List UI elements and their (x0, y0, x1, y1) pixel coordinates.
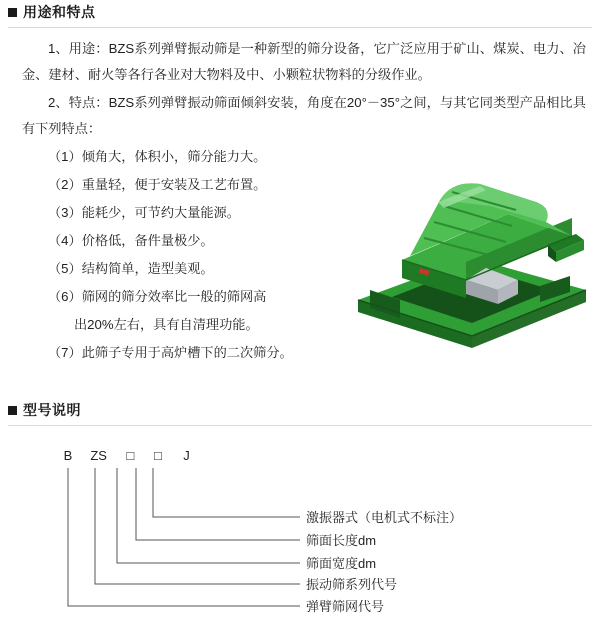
feature-list (48, 143, 348, 367)
section-title-model: 型号说明 (23, 402, 81, 418)
heading-divider-uses (8, 27, 592, 28)
heading-square-marker (8, 406, 17, 415)
heading-square-marker (8, 8, 17, 17)
leader-lines (0, 432, 600, 636)
section-title-uses: 用途和特点 (23, 4, 96, 20)
code-char-2: □ (126, 448, 135, 463)
legend-screen-width: 筛面宽度dm (306, 556, 377, 571)
list-item: （2）重量轻，便于安装及工艺布置。 (48, 177, 267, 192)
legend-screen-length: 筛面长度dm (306, 533, 377, 548)
paragraph-uses: 1、用途：BZS系列弹臂振动筛是一种新型的筛分设备，它广泛应用于矿山、煤炭、电力、冶金、建材、耐火等各行各业对大物料及中、小颗粒状物料的分级作业。 (22, 41, 586, 82)
code-char-1: ZS (90, 448, 107, 463)
code-char-3: □ (153, 448, 162, 463)
legend-series-code: 振动筛系列代号 (306, 577, 398, 592)
legend-elastic-arm-code: 弹臂筛网代号 (306, 599, 385, 614)
paragraph-features-intro: 2、特点：BZS系列弹臂振动筛面倾斜安装，角度在20°－35°之间，与其它同类型产品相比具有下列特点： (22, 95, 586, 136)
model-code-diagram (0, 432, 600, 636)
heading-divider-model (8, 425, 592, 426)
list-item: （5）结构简单，造型美观。 (48, 261, 214, 276)
list-item: （1）倾角大，体积小，筛分能力大。 (48, 149, 267, 164)
legend-exciter-type: 激振器式（电机式不标注） (306, 510, 463, 525)
code-char-0: B (63, 448, 73, 463)
list-item: （6）筛网的筛分效率比一般的筛网高 (48, 289, 267, 304)
section-heading-uses (8, 2, 592, 22)
product-photo-vibrating-screen (340, 140, 592, 355)
list-item: （7）此筛子专用于高炉槽下的二次筛分。 (48, 345, 293, 360)
list-item: （4）价格低，备件量极少。 (48, 233, 214, 248)
section-heading-model (8, 400, 592, 420)
code-char-4: J (183, 448, 190, 463)
list-item-continuation: 出20%左右，具有自清理功能。 (74, 317, 259, 332)
list-item: （3）能耗少，可节约大量能源。 (48, 205, 240, 220)
